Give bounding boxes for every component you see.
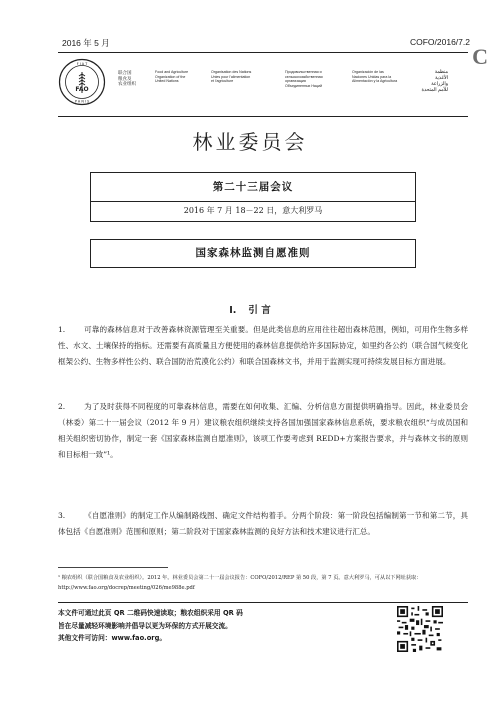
bottom-rule xyxy=(58,602,468,603)
section-heading xyxy=(0,302,500,316)
org-name-english-text: Food and Agriculture Organization of the United Nations xyxy=(155,70,189,84)
header-rule xyxy=(58,52,468,53)
paragraph-2 xyxy=(58,399,468,463)
svg-text:F I A T: F I A T xyxy=(76,62,88,67)
org-name-chinese xyxy=(118,70,148,87)
document-symbol: COFO/2016/7.2 xyxy=(409,37,470,47)
org-name-english xyxy=(155,70,195,84)
footnote: ¹ 粮农组织（联合国粮食及农业组织）。2012 年。林业委员会第二十一届会议报告：COFO/2012/REP 第 50 段，第 7 页。意大利罗马，可从以下网址获取：http://www.fao.org/docrep/meeting/026/me988e.pdf xyxy=(58,575,422,591)
paragraph-3 xyxy=(58,508,468,540)
org-name-chinese-text: 联合国 粮食及 农业组织 xyxy=(118,70,136,86)
session-box xyxy=(90,172,416,202)
paragraph-text: 为了及时获得不同程度的可靠森林信息，需要在如何收集、汇编、分析信息方面提供明确指导。因此，林业委员会（林委）第二十一届会议（2012 年 9 月）建议粮农组织继续支持各国加强国家森林信息系统，要求粮农组织“与成员国和相关组织密切协作，制定一套《国家森林监测自愿准则》，该项工作要考虑到 REDD+方案报告要求，并与森林文书的原则和目标相一致”¹。 xyxy=(58,402,468,459)
svg-text:P A N I S: P A N I S xyxy=(74,99,90,104)
paragraph-number: 2. xyxy=(58,402,66,411)
org-name-arabic xyxy=(418,70,448,94)
bottom-note-line-3: 其他文件可访问：www.fao.org。 xyxy=(58,634,167,643)
org-name-russian-text: Продовольственная и сельскохозяйственная организация Объединенных Наций xyxy=(285,70,323,88)
qr-code-icon[interactable] xyxy=(397,606,443,652)
bottom-note-line-1: 本文件可通过此页 QR 二维码快速读取；粮农组织采用 QR 码 xyxy=(58,609,243,617)
org-name-spanish-text: Organización de las Naciones Unidas para la Alimentación y la Agricultura xyxy=(352,70,398,84)
paragraph-text: 可靠的森林信息对于改善森林资源管理至关重要。但是此类信息的应用往往超出森林范围，例如，可用作生物多样性、水文、土壤保持的指标。还需要有高质量且方便使用的森林信息提供给许多国际协定，如里约各公约（联合国气候变化框架公约、生物多样性公约、联合国防治荒漠化公约）和联合国森林文书，并用于监测实现可持续发展目标方面进展。 xyxy=(58,325,468,366)
section-title: 引 言 xyxy=(248,305,271,316)
fao-logo-icon xyxy=(58,58,106,106)
org-name-arabic-text: منظمة الأغذية والزراعة للأمم المتحدة xyxy=(421,70,448,93)
org-name-french-text: Organisation des Nations Unies pour l'alimentation et l'agriculture xyxy=(211,70,252,84)
svg-text:FAO: FAO xyxy=(75,86,89,93)
paragraph-number: 1. xyxy=(58,325,66,334)
document-title: 国家森林监测自愿准则 xyxy=(195,247,311,259)
bottom-note xyxy=(58,607,378,645)
paragraph-text: 《自愿准则》的制定工作从编制路线图、确定文件结构着手。分两个阶段：第一阶段包括编制第一节和第二节，具体包括《自愿准则》范围和原则；第二阶段对于国家森林监测的良好方法和技术建议进行汇总。 xyxy=(58,511,468,536)
section-number: I. xyxy=(229,305,237,316)
footnote-rule xyxy=(58,567,168,568)
org-name-russian xyxy=(285,70,343,88)
bottom-note-line-2: 旨在尽量减轻环境影响并倡导以更为环保的方式开展交流。 xyxy=(58,621,232,630)
org-name-french xyxy=(211,70,267,84)
document-date: 2016 年 5 月 xyxy=(62,38,110,48)
dates-box xyxy=(90,200,416,222)
session-title: 第二十三届会议 xyxy=(212,181,294,193)
language-code: C xyxy=(472,44,488,69)
org-rule xyxy=(58,116,468,117)
committee-title: 林业委员会 xyxy=(192,130,308,154)
paragraph-number: 3. xyxy=(58,511,66,520)
meeting-dates-place: 2016 年 7 月 18－22 日，意大利罗马 xyxy=(183,206,323,215)
paragraph-1 xyxy=(58,322,468,370)
org-name-spanish xyxy=(352,70,408,84)
document-title-box xyxy=(90,239,416,268)
